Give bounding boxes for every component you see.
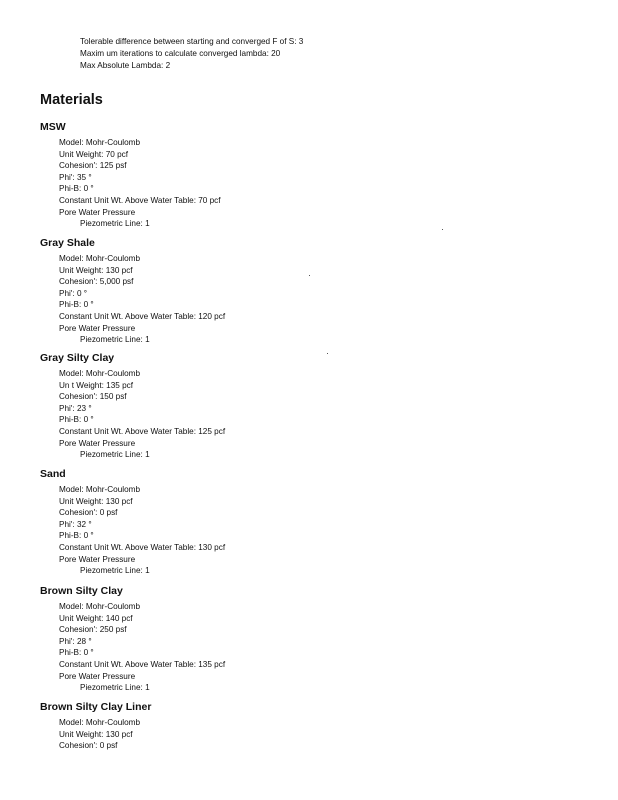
material-constant-unit-weight: Constant Unit Wt. Above Water Table: 120 pcf <box>59 311 226 321</box>
tolerance-line: Tolerable difference between starting and converged F of S: 3 <box>80 37 304 46</box>
material-piezometric-line: Piezometric Line: 1 <box>80 566 150 576</box>
material-block-brown-silty-clay <box>40 585 600 694</box>
material-block-gray-silty-clay <box>40 352 600 461</box>
material-pore-water-pressure: Pore Water Pressure <box>59 671 136 681</box>
material-piezometric-line: Piezometric Line: 1 <box>80 450 150 460</box>
scan-speck <box>327 353 328 354</box>
material-pore-water-pressure: Pore Water Pressure <box>59 438 136 448</box>
material-model: Model: Mohr-Coulomb <box>59 602 140 611</box>
material-block-gray-shale <box>40 237 600 346</box>
material-piezometric-line: Piezometric Line: 1 <box>80 335 150 345</box>
material-cohesion: Cohesion': 125 psf <box>59 161 127 171</box>
material-name: Gray Shale <box>40 237 95 249</box>
material-unit-weight: Unit Weight: 70 pcf <box>59 149 129 159</box>
material-piezometric-line: Piezometric Line: 1 <box>80 683 150 693</box>
material-model: Model: Mohr-Coulomb <box>59 718 140 727</box>
material-name: Brown Silty Clay <box>40 585 123 597</box>
material-unit-weight: Unit Weight: 130 pcf <box>59 496 133 506</box>
material-constant-unit-weight: Constant Unit Wt. Above Water Table: 125 pcf <box>59 426 226 436</box>
material-unit-weight: Un t Weight: 135 pcf <box>59 380 134 390</box>
material-cohesion: Cohesion': 5,000 psf <box>59 277 134 287</box>
material-phi-b: Phi-B: 0 ° <box>59 300 94 310</box>
material-model: Model: Mohr-Coulomb <box>59 485 140 494</box>
material-pore-water-pressure: Pore Water Pressure <box>59 323 136 333</box>
material-constant-unit-weight: Constant Unit Wt. Above Water Table: 70 pcf <box>59 195 221 205</box>
material-cohesion: Cohesion': 250 psf <box>59 625 127 635</box>
material-unit-weight: Unit Weight: 140 pcf <box>59 613 133 623</box>
material-phi: Phi': 0 ° <box>59 288 88 298</box>
material-block-msw <box>40 121 600 230</box>
material-cohesion: Cohesion': 150 psf <box>59 392 127 402</box>
material-phi: Phi': 32 ° <box>59 519 92 529</box>
material-phi-b: Phi-B: 0 ° <box>59 648 94 658</box>
scan-speck <box>309 275 310 276</box>
material-name: Gray Silty Clay <box>40 352 115 364</box>
max-iterations-line: Maxim um iterations to calculate converged lambda: 20 <box>80 49 281 58</box>
material-constant-unit-weight: Constant Unit Wt. Above Water Table: 130 pcf <box>59 542 226 552</box>
material-phi: Phi': 35 ° <box>59 172 92 182</box>
scan-speck <box>442 229 443 230</box>
material-cohesion: Cohesion': 0 psf <box>59 508 118 518</box>
material-name: Sand <box>40 468 66 480</box>
material-piezometric-line: Piezometric Line: 1 <box>80 219 150 229</box>
material-phi: Phi': 23 ° <box>59 403 92 413</box>
material-model: Model: Mohr-Coulomb <box>59 254 140 263</box>
material-name: MSW <box>40 121 66 133</box>
material-cohesion: Cohesion': 0 psf <box>59 741 118 751</box>
material-constant-unit-weight: Constant Unit Wt. Above Water Table: 135 pcf <box>59 659 226 669</box>
material-phi-b: Phi-B: 0 ° <box>59 531 94 541</box>
material-phi: Phi': 28 ° <box>59 636 92 646</box>
material-pore-water-pressure: Pore Water Pressure <box>59 554 136 564</box>
material-phi-b: Phi-B: 0 ° <box>59 415 94 425</box>
material-phi-b: Phi-B: 0 ° <box>59 184 94 194</box>
max-lambda-line: Max Absolute Lambda: 2 <box>80 61 171 70</box>
materials-heading: Materials <box>40 92 103 108</box>
material-pore-water-pressure: Pore Water Pressure <box>59 207 136 217</box>
material-model: Model: Mohr-Coulomb <box>59 138 140 147</box>
material-name: Brown Silty Clay Liner <box>40 701 152 713</box>
material-unit-weight: Unit Weight: 130 pcf <box>59 265 133 275</box>
material-unit-weight: Unit Weight: 130 pcf <box>59 729 133 739</box>
material-model: Model: Mohr-Coulomb <box>59 369 140 378</box>
material-block-sand <box>40 468 600 577</box>
material-block-brown-silty-clay-liner <box>40 701 600 752</box>
